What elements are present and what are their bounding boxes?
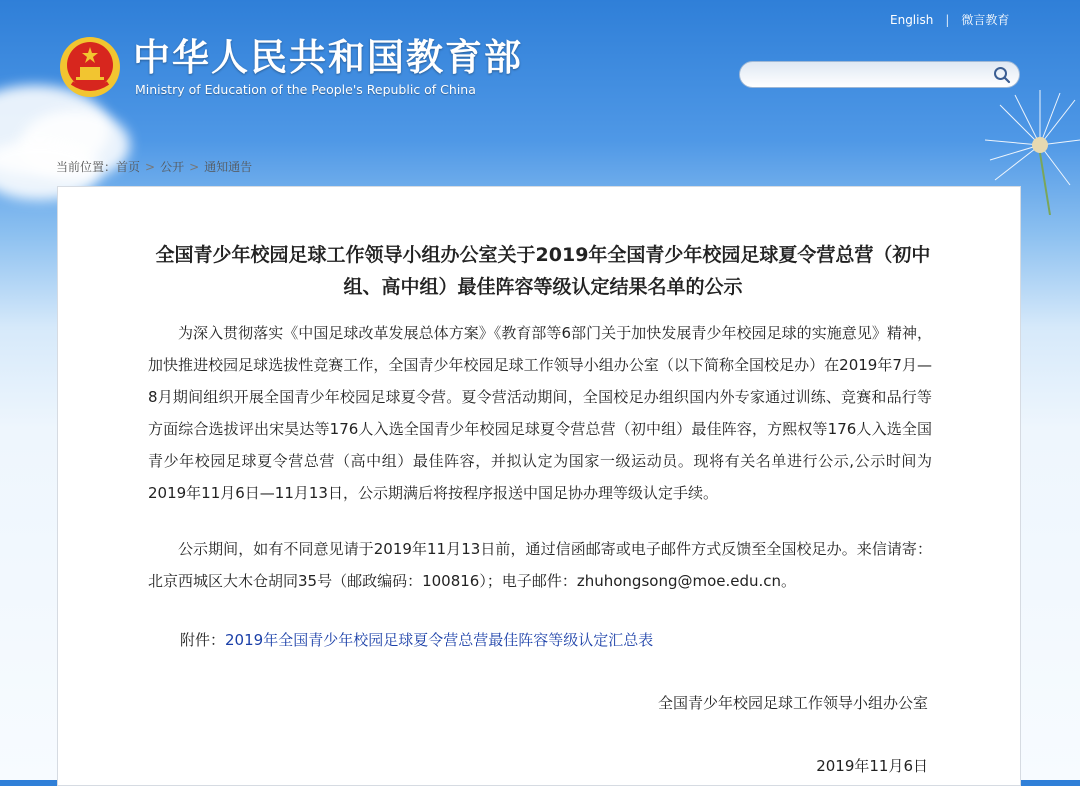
english-link[interactable]: English [890, 13, 934, 27]
breadcrumb-public[interactable]: 公开 [160, 160, 185, 174]
attachment-link[interactable]: 2019年全国青少年校园足球夏令营总营最佳阵容等级认定汇总表 [225, 631, 654, 649]
site-header [0, 0, 1080, 150]
breadcrumb-notices[interactable]: 通知通告 [204, 160, 253, 174]
article-date: 2019年11月6日 [816, 757, 928, 775]
breadcrumb-separator: > [145, 160, 156, 174]
weiyan-education-link[interactable]: 微言教育 [961, 13, 1010, 27]
search-input[interactable] [752, 62, 996, 89]
article-paragraph: 为深入贯彻落实《中国足球改革发展总体方案》《教育部等6部门关于加快发展青少年校园足球的实施意见》精神，加快推进校园足球选拔性竞赛工作，全国青少年校园足球工作领导小组办公室（以下简称全国校足办）在2019年7月—8月期间组织开展全国青少年校园足球夏令营。夏令营活动期间，全国校足办组织国内外专家通过训练、竞赛和品行等方面综合选拔评出宋昊达等176人入选全国青少年校园足球夏令营总营（初中组）最佳阵容，方熙权等176人入选全国青少年校园足球夏令营总营（高中组）最佳阵容，并拟认定为国家一级运动员。现将有关名单进行公示,公示时间为2019年11月6日—11月13日，公示期满后将按程序报送中国足协办理等级认定手续。 [148, 324, 932, 502]
attachment [180, 629, 653, 650]
link-separator: | [945, 13, 950, 27]
breadcrumb [56, 158, 252, 175]
article-title: 全国青少年校园足球工作领导小组办公室关于2019年全国青少年校园足球夏令营总营（初中组、高中组）最佳阵容等级认定结果名单的公示 [155, 244, 931, 298]
breadcrumb-home[interactable]: 首页 [116, 160, 141, 174]
search-box [739, 61, 1020, 88]
breadcrumb-prefix: 当前位置： [56, 160, 117, 174]
site-subtitle: Ministry of Education of the People's Republic of China [135, 82, 476, 97]
attachment-label: 附件： [180, 631, 226, 649]
article-panel [57, 186, 1021, 786]
article-signature: 全国青少年校园足球工作领导小组办公室 [657, 694, 928, 712]
national-emblem-icon [58, 35, 122, 99]
breadcrumb-separator: > [189, 160, 200, 174]
search-icon[interactable] [993, 66, 1011, 84]
top-links [890, 11, 1009, 28]
article-paragraph: 公示期间，如有不同意见请于2019年11月13日前，通过信函邮寄或电子邮件方式反馈至全国校足办。来信请寄：北京西城区大木仓胡同35号（邮政编码：100816）；电子邮件：zhuhongsong@moe.edu.cn。 [148, 540, 932, 590]
site-title[interactable]: 中华人民共和国教育部 [133, 36, 523, 79]
